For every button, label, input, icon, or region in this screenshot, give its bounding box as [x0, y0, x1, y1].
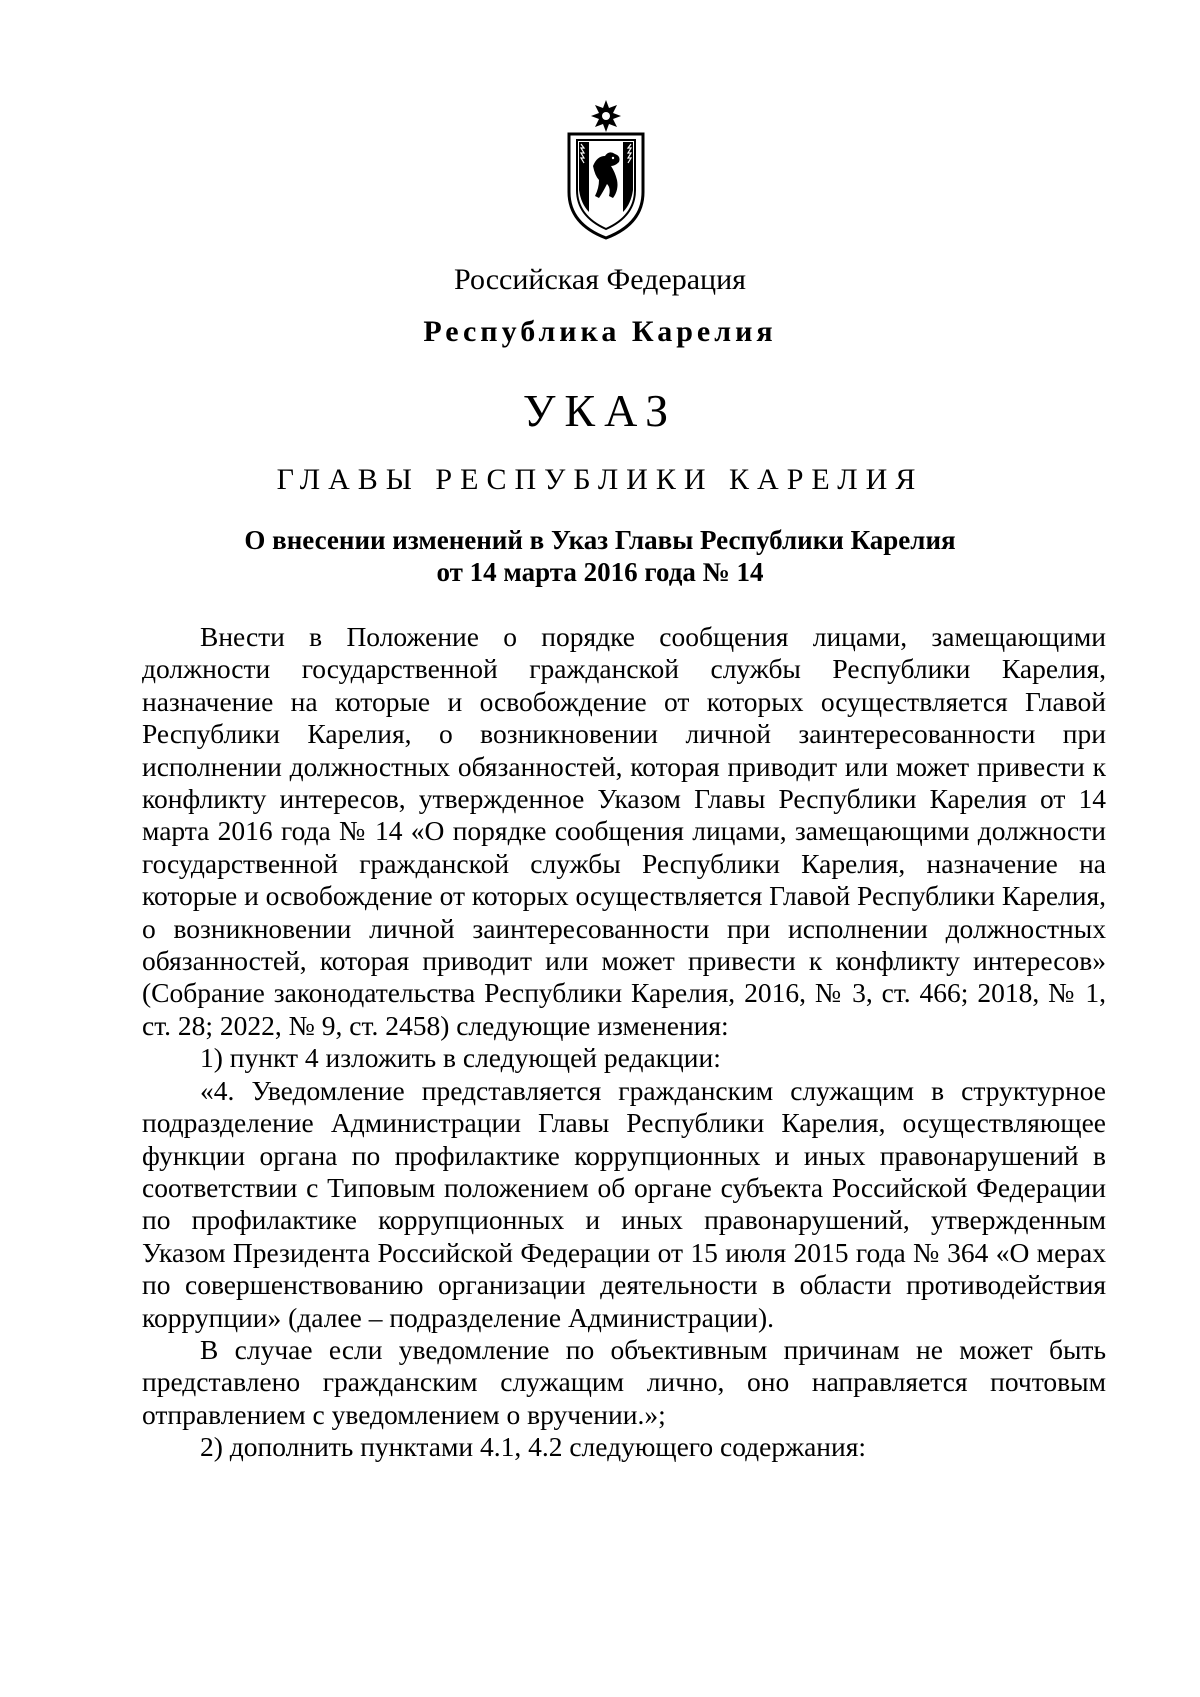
document-type: УКАЗ [522, 385, 678, 436]
paragraph-intro: Внести в Положение о порядке сообщения лицами, замещающими должности государственной гражданской службы Республики Карелия, назначение на которые и освобождение от которых осуществляется Главой Республики Карелия, о возникновении личной заинтересованности при исполнении должностных обязанностей, которая приводит или может привести к конфликту интересов, утвержденное Указом Главы Республики Карелия от 14 марта 2016 года № 14 «О порядке сообщения лицами, замещающими должности государственной гражданской службы Республики Карелия, назначение на которые и освобождение от которых осуществляется Главой Республики Карелия, о возникновении личной заинтересованности при исполнении должностных обязанностей, которая приводит или может привести к конфликту интересов» (Собрание законодательства Республики Карелия, 2016, № 3, ст. 466; 2018, № 1, ст. 28; 2022, № 9, ст. 2458) следующие изменения: [142, 621, 1106, 1041]
country-name: Российская Федерация [454, 263, 746, 296]
decree-title-line-1: О внесении изменений в Указ Главы Республики Карелия [244, 525, 956, 555]
decree-body [142, 621, 1106, 1464]
republic-name: Республика Карелия [423, 315, 777, 348]
coat-of-arms-karelia-icon [565, 100, 647, 240]
paragraph-item-2: 2) дополнить пунктами 4.1, 4.2 следующего содержания: [200, 1431, 867, 1463]
paragraph-point-4: «4. Уведомление представляется гражданским служащим в структурное подразделение Администрации Главы Республики Карелия, осуществляющее функции органа по профилактике коррупционных и иных правонарушений в соответствии с Типовым положением об органе субъекта Российской Федерации по профилактике коррупционных и иных правонарушений, утвержденным Указом Президента Российской Федерации от 15 июля 2015 года № 364 «О мерах по совершенствованию организации деятельности в области противодействия коррупции» (далее – подразделение Администрации). [142, 1074, 1106, 1333]
paragraph-point-4-mail: В случае если уведомление по объективным причинам не может быть представлено гражданским служащим лично, оно направляется почтовым отправлением с уведомлением о вручении.»; [142, 1333, 1106, 1430]
decree-title-line-2: от 14 марта 2016 года № 14 [436, 557, 764, 587]
issuer-line: ГЛАВЫ РЕСПУБЛИКИ КАРЕЛИЯ [276, 463, 924, 496]
paragraph-item-1: 1) пункт 4 изложить в следующей редакции: [200, 1042, 721, 1074]
decree-title [0, 524, 1200, 588]
